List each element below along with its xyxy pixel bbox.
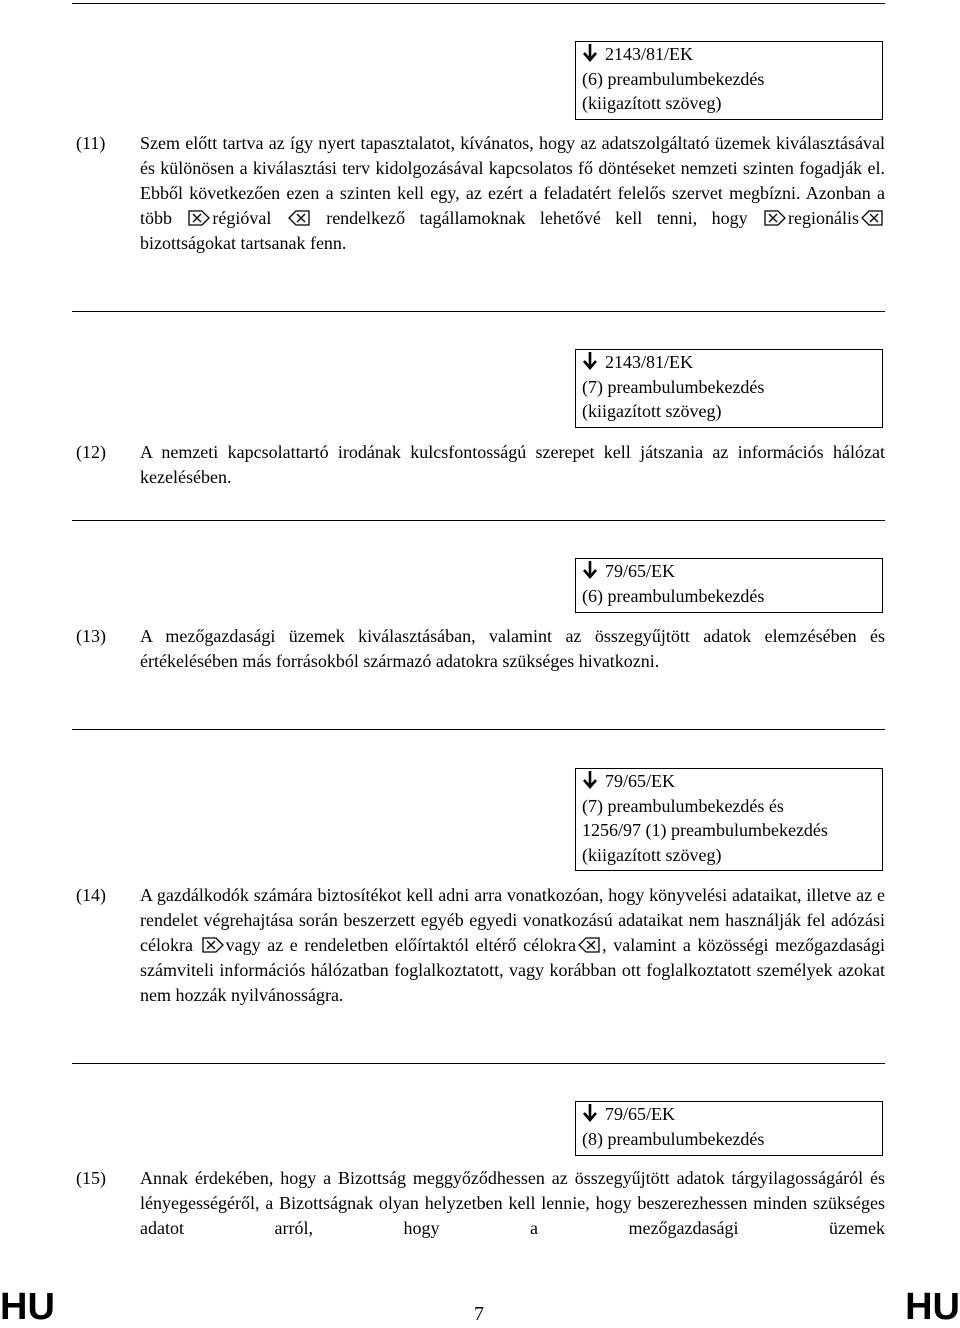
inserted-text: regionális: [788, 208, 859, 228]
recital-12: [76, 440, 885, 490]
down-arrow-icon: [582, 44, 598, 62]
source-line: 2143/81/EK: [605, 352, 693, 372]
recital-14: [76, 883, 885, 1008]
insertion-end-icon: [861, 210, 883, 226]
source-line: (6) preambulumbekezdés: [582, 585, 765, 606]
source-line: 1256/97 (1) preambulumbekezdés: [582, 820, 828, 840]
section-divider: [72, 520, 885, 521]
recital-number: (11): [76, 133, 106, 153]
recital-text-part: A gazdálkodók számára biztosítékot kell adni arra vonatkozóan, hogy könyvelési adataikat, illetve az e rendelet végrehajtása során beszerzett egyéb egyedi vonatkozású adataikat nem használják fel adózási célokra: [140, 885, 885, 955]
source-line: 2143/81/EK: [605, 44, 693, 64]
language-code-left: HU: [0, 1286, 55, 1328]
down-arrow-icon: [582, 1104, 598, 1122]
down-arrow-icon: [582, 771, 598, 789]
recital-number: (15): [76, 1168, 106, 1188]
source-reference-box: [575, 349, 883, 428]
recital-number: (14): [76, 885, 106, 905]
language-code-right: HU: [905, 1286, 960, 1328]
source-line: (kiigazított szöveg): [582, 93, 722, 113]
insertion-start-icon: [764, 210, 786, 226]
source-line: 79/65/EK: [605, 1104, 675, 1124]
recital-text: A nemzeti kapcsolattartó irodának kulcsfontosságú szerepet kell játszania az információs hálózat kezelésében.: [140, 442, 885, 487]
source-line: (8) preambulumbekezdés: [582, 1128, 765, 1149]
source-line: (6) preambulumbekezdés: [582, 68, 765, 89]
source-line: (kiigazított szöveg): [582, 844, 722, 865]
section-divider: [72, 1063, 885, 1064]
section-divider: [72, 729, 885, 730]
recital-text-part: Szem előtt tartva az így nyert tapasztalatot, kívánatos, hogy az adatszolgáltató üzemek kiválasztásával és különösen a kiválasztási terv kidolgozásával kapcsolatos fő döntéseket nemzeti szinten fogadják el. Ebből következően ezen a szinten kell egy, az ezért a feladatért felelős szervet megbízni. Azonban a több: [140, 133, 885, 228]
top-divider: [72, 3, 885, 4]
recital-text: [140, 131, 885, 256]
recital-text-part: , valamint a közösségi mezőgazdasági számviteli információs hálózatban foglalkoztatott, vagy korábban ott foglalkoztatott személyek azokat nem hozzák nyilvánosságra.: [140, 935, 886, 1005]
recital-number: (12): [76, 442, 106, 462]
down-arrow-icon: [582, 352, 598, 370]
source-line: 79/65/EK: [605, 771, 675, 791]
recital-11: [76, 131, 885, 256]
insertion-start-icon: [188, 210, 210, 226]
source-reference-box: [575, 1101, 883, 1156]
source-line: (7) preambulumbekezdés és: [582, 795, 784, 816]
section-divider: [72, 311, 885, 312]
insertion-end-icon: [578, 937, 600, 953]
recital-15: [76, 1166, 885, 1241]
source-line: 79/65/EK: [605, 561, 675, 581]
recital-text-part: rendelkező tagállamoknak lehetővé kell tenni, hogy: [311, 208, 762, 228]
source-line: (7) preambulumbekezdés: [582, 376, 765, 397]
recital-13: [76, 624, 885, 674]
recital-text: Annak érdekében, hogy a Bizottság meggyőződhessen az összegyűjtött adatok tárgyilagosságáról és lényegességéről, a Bizottságnak olyan helyzetben kell lennie, hogy beszerezhessen minden szükséges adatot arról, hogy a mezőgazdasági üzemek: [140, 1168, 885, 1238]
source-reference-box: [575, 768, 883, 871]
inserted-text: vagy az e rendeletben előírtaktól eltérő célokra: [225, 935, 577, 955]
recital-text: A mezőgazdasági üzemek kiválasztásában, valamint az összegyűjtött adatok elemzésében és értékelésében más forrásokból származó adatokra szükséges hivatkozni.: [140, 626, 885, 671]
source-reference-box: [575, 558, 883, 613]
down-arrow-icon: [582, 561, 598, 579]
inserted-text: régióval: [212, 208, 272, 228]
recital-text: [140, 883, 885, 1008]
source-reference-box: [575, 41, 883, 120]
source-line: (kiigazított szöveg): [582, 401, 722, 421]
recital-number: (13): [76, 626, 106, 646]
recital-text-part: bizottságokat tartsanak fenn.: [140, 233, 347, 253]
page-number: 7: [474, 1303, 484, 1325]
insertion-start-icon: [202, 937, 224, 953]
insertion-end-icon: [288, 210, 310, 226]
